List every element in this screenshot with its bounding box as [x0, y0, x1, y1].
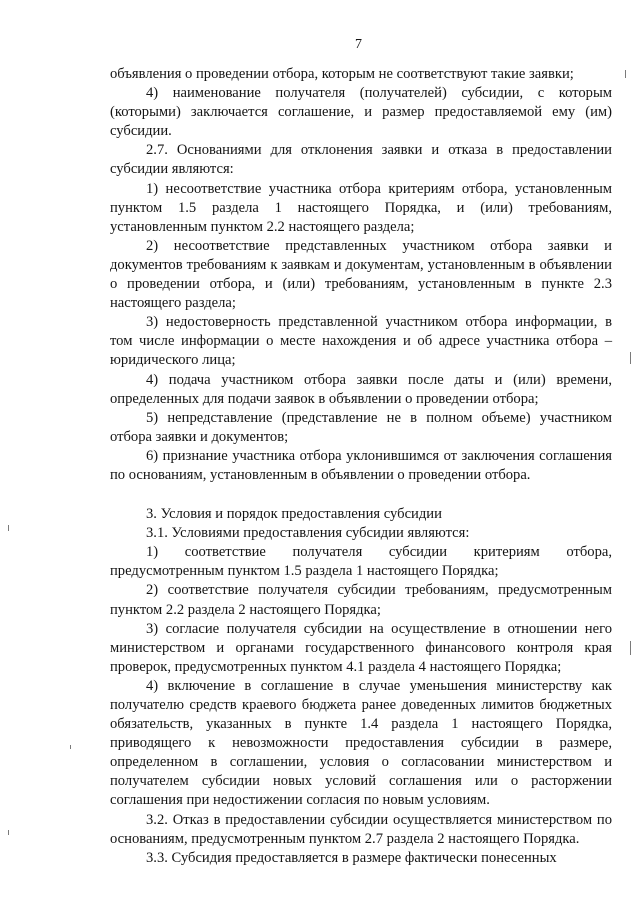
section-heading: 3. Условия и порядок предоставления субсидии: [146, 506, 442, 523]
paragraph: 1) соответствие получателя субсидии критериям отбора, предусмотренным пунктом 1.5 раздела 1 настоящего Порядка;: [110, 544, 612, 580]
scan-mark: [70, 745, 71, 749]
paragraph: 3) недостоверность представленной участником отбора информации, в том числе информации о месте нахождения и об адресе участника отбора – юридического лица;: [110, 314, 612, 369]
paragraph: 4) включение в соглашение в случае уменьшения министерству как получателю средств краевого бюджета ранее доведенных лимитов бюджетных обязательств, указанных в пункте 1.4 раздела 1 настоящего Порядка, приводящего к невозможности предоставления субсидии в размере, определенном в соглашении, условия о согласовании министерством и получателем субсидии новых условий соглашения или о расторжении соглашения при недостижении согласия по новым условиям.: [110, 677, 612, 809]
paragraph: 3.1. Условиями предоставления субсидии являются:: [146, 525, 470, 542]
scan-mark: [8, 525, 9, 531]
paragraph: 3) согласие получателя субсидии на осуществление в отношении него министерством и органами государственного финансового контроля края проверок, предусмотренных пунктом 4.1 раздела 4 настоящего Порядка;: [110, 620, 612, 675]
document-body: [110, 65, 612, 868]
scan-mark: [8, 830, 9, 835]
paragraph: 3.2. Отказ в предоставлении субсидии осуществляется министерством по основаниям, предусмотренным пунктом 2.7 раздела 2 настоящего Порядка.: [110, 811, 612, 847]
scan-mark: [630, 641, 631, 655]
page-number: 7: [355, 37, 362, 52]
paragraph: 2) соответствие получателя субсидии требованиям, предусмотренным пунктом 2.2 раздела 2 настоящего Порядка;: [110, 582, 612, 618]
paragraph: 3.3. Субсидия предоставляется в размере фактически понесенных: [146, 849, 557, 866]
paragraph: 5) непредставление (представление не в полном объеме) участником отбора заявки и документов;: [110, 409, 612, 445]
paragraph: объявления о проведении отбора, которым не соответствуют такие заявки;: [110, 66, 574, 82]
scan-mark: [625, 70, 626, 78]
scan-mark: [630, 352, 631, 364]
paragraph: 4) подача участником отбора заявки после даты и (или) времени, определенных для подачи заявок в объявлении о проведении отбора;: [110, 371, 612, 407]
paragraph: 6) признание участника отбора уклонившимся от заключения соглашения по основаниям, установленным в объявлении о проведении отбора.: [110, 447, 612, 483]
paragraph: 1) несоответствие участника отбора критериям отбора, установленным пунктом 1.5 раздела 1 настоящего Порядка, и (или) требованиям, установленным пунктом 2.2 настоящего раздела;: [110, 180, 612, 235]
paragraph: 2) несоответствие представленных участником отбора заявки и документов требованиям к заявкам и документам, установленным в объявлении о проведении отбора, и (или) требованиям, установленным в пункте 2.3 настоящего раздела;: [110, 237, 612, 312]
paragraph: 4) наименование получателя (получателей) субсидии, с которым (которыми) заключается соглашение, и размер предоставляемой ему (им) субсидии.: [110, 85, 612, 140]
paragraph: 2.7. Основаниями для отклонения заявки и отказа в предоставлении субсидии являются:: [110, 142, 612, 178]
